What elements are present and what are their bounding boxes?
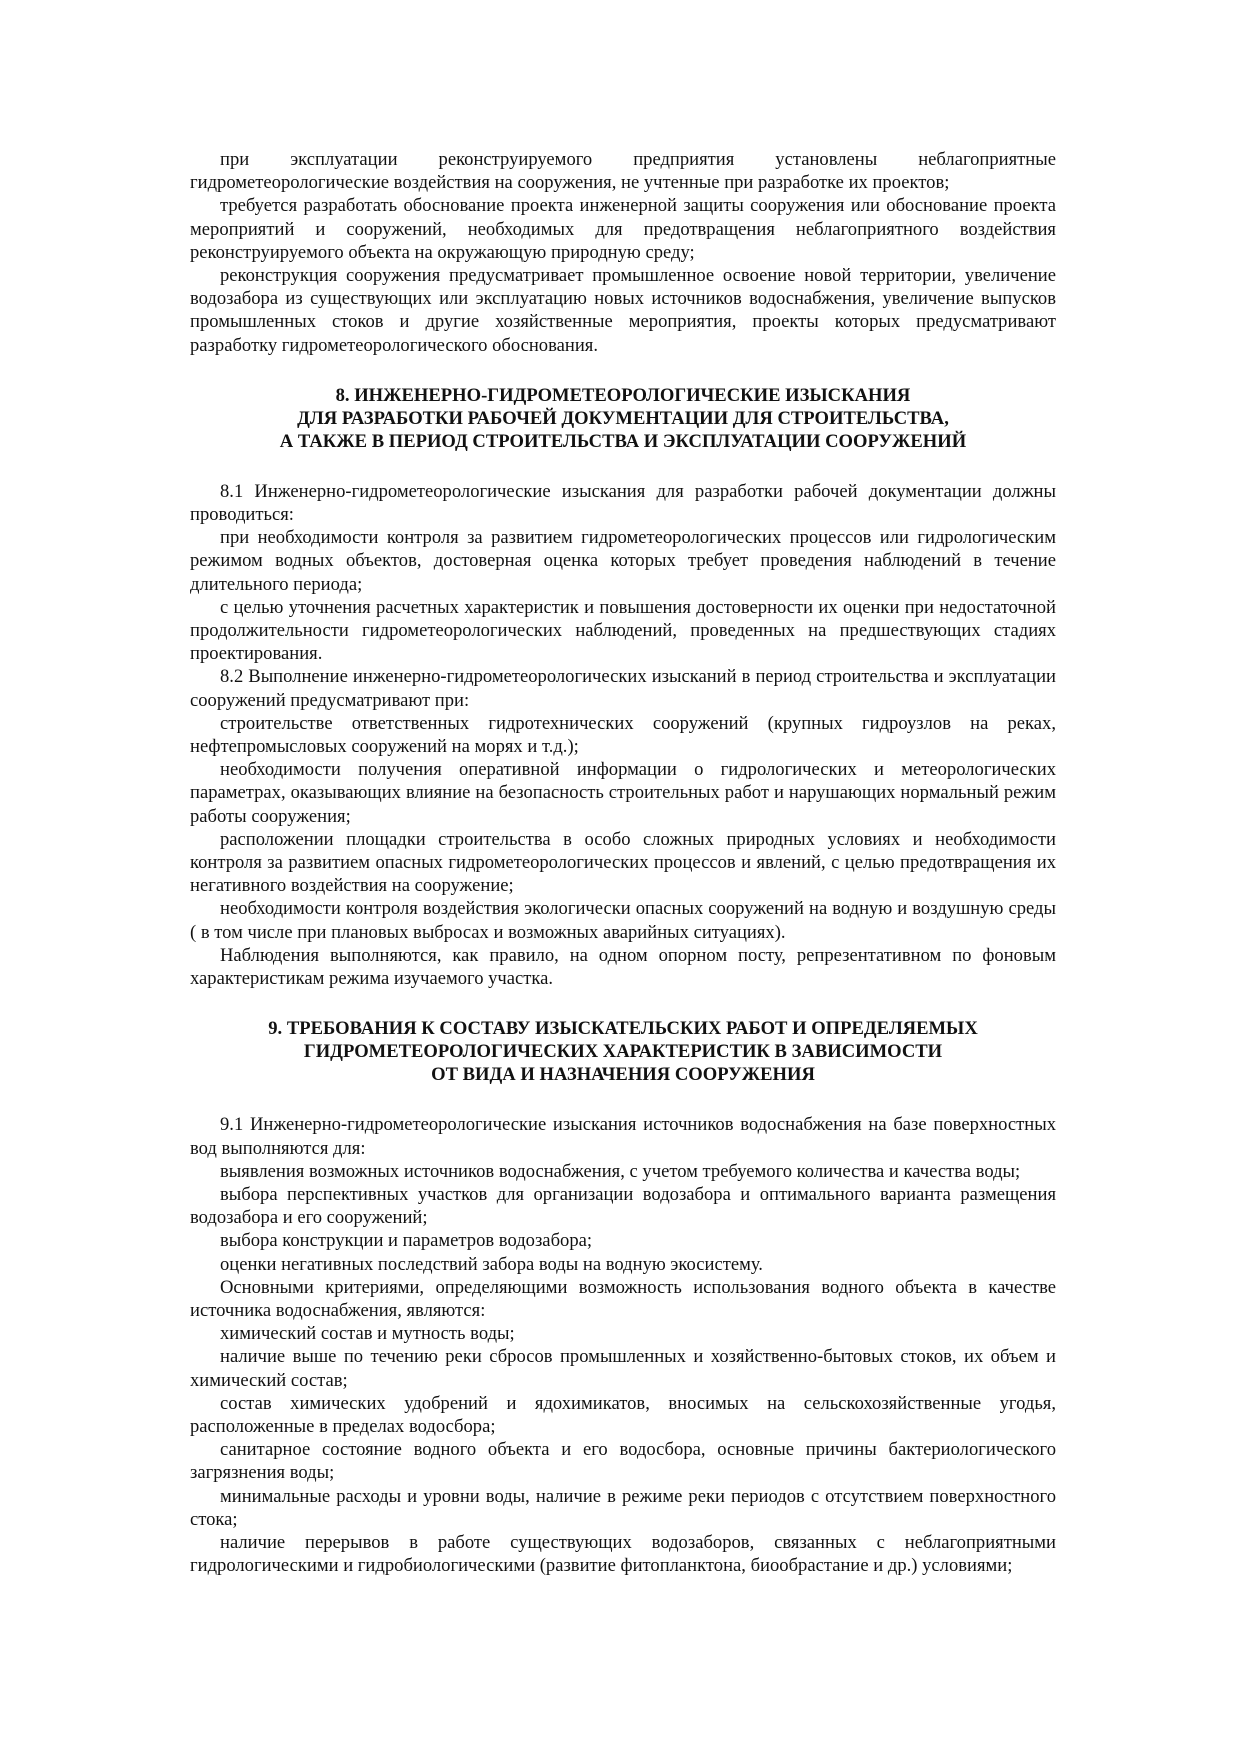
- heading-line: ГИДРОМЕТЕОРОЛОГИЧЕСКИХ ХАРАКТЕРИСТИК В ЗАВИСИМОСТИ: [303, 1041, 943, 1063]
- paragraph: необходимости получения оперативной информации о гидрологических и метеорологических параметрах, оказывающих влияние на безопасность строительных работ и нарушающих нормальный режим работы сооружения;: [190, 759, 1056, 827]
- heading-line: 8. ИНЖЕНЕРНО-ГИДРОМЕТЕОРОЛОГИЧЕСКИЕ ИЗЫСКАНИЯ: [335, 384, 911, 406]
- heading-line: ОТ ВИДА И НАЗНАЧЕНИЯ СООРУЖЕНИЯ: [431, 1064, 815, 1086]
- paragraph: строительстве ответственных гидротехнических сооружений (крупных гидроузлов на реках, нефтепромысловых сооружений на морях и т.д.);: [190, 712, 1056, 758]
- paragraph: при эксплуатации реконструируемого предприятия установлены неблагоприятные гидрометеорологические воздействия на сооружения, не учтенные при разработке их проектов;: [190, 149, 1056, 194]
- section-8-heading: [190, 384, 1056, 453]
- paragraph: Основными критериями, определяющими возможность использования водного объекта в качестве источника водоснабжения, являются:: [190, 1276, 1056, 1321]
- paragraph: выбора конструкции и параметров водозабора;: [220, 1230, 593, 1252]
- paragraph: минимальные расходы и уровни воды, наличие в режиме реки периодов с отсутствием поверхностного стока;: [190, 1485, 1056, 1530]
- paragraph: состав химических удобрений и ядохимикатов, вносимых на сельскохозяйственные угодья, расположенные в пределах водосбора;: [190, 1392, 1056, 1437]
- heading-line: А ТАКЖЕ В ПЕРИОД СТРОИТЕЛЬСТВА И ЭКСПЛУАТАЦИИ СООРУЖЕНИЙ: [279, 430, 967, 452]
- paragraph: оценки негативных последствий забора воды на водную экосистему.: [220, 1253, 763, 1275]
- paragraph: химический состав и мутность воды;: [220, 1323, 515, 1345]
- heading-line: ДЛЯ РАЗРАБОТКИ РАБОЧЕЙ ДОКУМЕНТАЦИИ ДЛЯ СТРОИТЕЛЬСТВА,: [297, 407, 949, 429]
- paragraph: 9.1 Инженерно-гидрометеорологические изыскания источников водоснабжения на базе поверхностных вод выполняются для:: [190, 1114, 1056, 1159]
- paragraph: необходимости контроля воздействия экологически опасных сооружений на водную и воздушную среды ( в том числе при плановых выбросах и возможных аварийных ситуациях).: [190, 898, 1056, 943]
- paragraph: 8.2 Выполнение инженерно-гидрометеорологических изысканий в период строительства и эксплуатации сооружений предусматривают при:: [190, 666, 1056, 711]
- paragraph: 8.1 Инженерно-гидрометеорологические изыскания для разработки рабочей документации должны проводиться:: [190, 480, 1056, 526]
- paragraph: расположении площадки строительства в особо сложных природных условиях и необходимости контроля за развитием опасных гидрометеорологических процессов и явлений, с целью предотвращения их негативного воздействия на сооружение;: [190, 828, 1056, 897]
- paragraph: санитарное состояние водного объекта и его водосбора, основные причины бактериологического загрязнения воды;: [190, 1439, 1056, 1484]
- paragraph: выбора перспективных участков для организации водозабора и оптимального варианта размещения водозабора и его сооружений;: [190, 1183, 1056, 1229]
- paragraph: реконструкция сооружения предусматривает промышленное освоение новой территории, увеличение водозабора из существующих или эксплуатацию новых источников водоснабжения, увеличение выпусков промышленных стоков и другие хозяйственные мероприятия, проекты которых предусматривают разработку гидрометеорологического обоснования.: [190, 265, 1056, 356]
- paragraph: наличие перерывов в работе существующих водозаборов, связанных с неблагоприятными гидрологическими и гидробиологическими (развитие фитопланктона, биообрастание и др.) условиями;: [190, 1531, 1056, 1577]
- paragraph: Наблюдения выполняются, как правило, на одном опорном посту, репрезентативном по фоновым характеристикам режима изучаемого участка.: [190, 944, 1056, 990]
- paragraph: при необходимости контроля за развитием гидрометеорологических процессов или гидрологическим режимом водных объектов, достоверная оценка которых требует проведения наблюдений в течение длительного периода;: [190, 527, 1056, 595]
- paragraph: выявления возможных источников водоснабжения, с учетом требуемого количества и качества воды;: [220, 1160, 1021, 1182]
- paragraph: наличие выше по течению реки сбросов промышленных и хозяйственно-бытовых стоков, их объем и химический состав;: [190, 1346, 1056, 1391]
- heading-line: 9. ТРЕБОВАНИЯ К СОСТАВУ ИЗЫСКАТЕЛЬСКИХ РАБОТ И ОПРЕДЕЛЯЕМЫХ: [268, 1018, 978, 1040]
- section-9-heading: [190, 1017, 1056, 1086]
- paragraph: требуется разработать обоснование проекта инженерной защиты сооружения или обоснование проекта мероприятий и сооружений, необходимых для предотвращения неблагоприятного воздействия реконструируемого объекта на окружающую природную среду;: [190, 195, 1056, 263]
- document-page: [190, 148, 1056, 1577]
- paragraph: с целью уточнения расчетных характеристик и повышения достоверности их оценки при недостаточной продолжительности гидрометеорологических наблюдений, проведенных на предшествующих стадиях проектирования.: [190, 596, 1056, 665]
